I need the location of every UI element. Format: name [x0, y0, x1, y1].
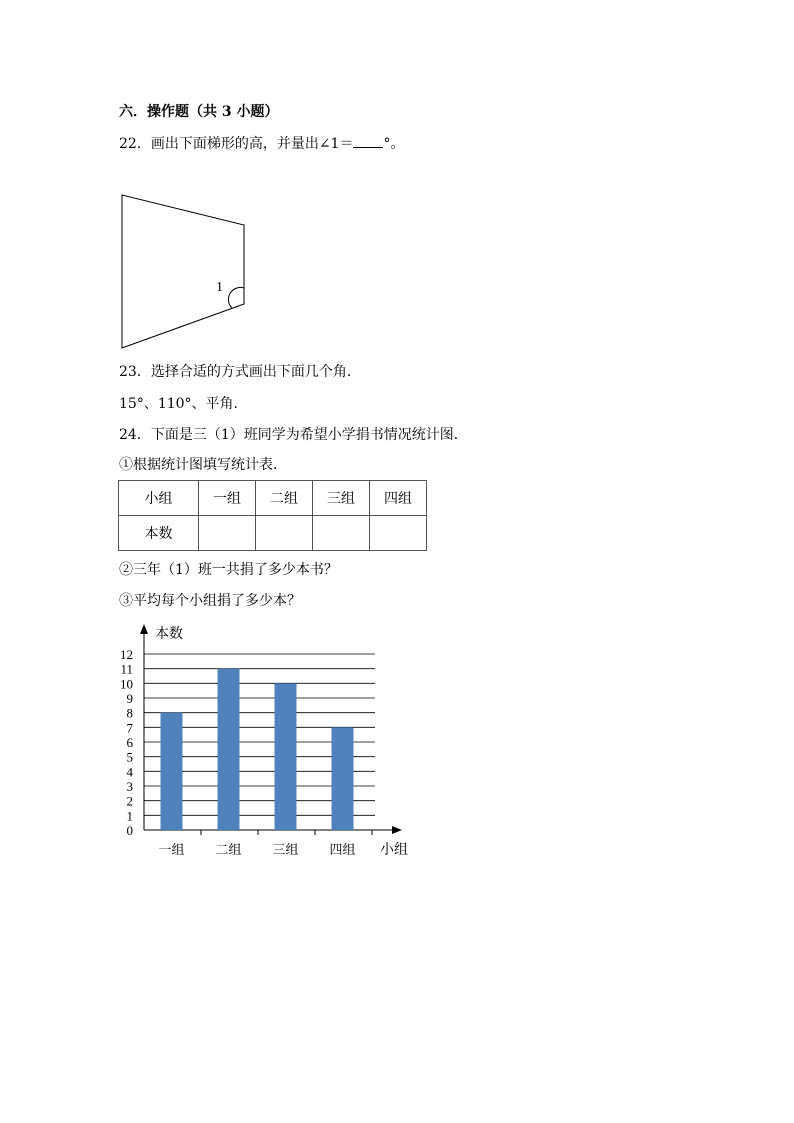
x-category-label: 一组	[158, 843, 185, 858]
bar-chart	[110, 620, 430, 865]
y-tick-label: 9	[126, 691, 133, 706]
bar	[161, 713, 183, 830]
table-cell-empty[interactable]	[313, 516, 370, 551]
bar	[275, 683, 297, 830]
x-category-label: 四组	[329, 843, 356, 858]
trapezoid-figure	[112, 188, 252, 354]
section-title: 六．操作题（共 3 小题）	[119, 104, 279, 120]
bar	[332, 727, 354, 830]
x-axis-title: 小组	[380, 842, 408, 858]
y-axis-title: 本数	[155, 626, 183, 642]
question-24-sub2: ②三年（1）班一共捐了多少本书？	[119, 562, 338, 578]
table-header-group: 小组	[119, 481, 199, 516]
table-col-1: 一组	[199, 481, 256, 516]
answer-blank	[353, 135, 383, 148]
y-tick-label: 6	[126, 735, 133, 750]
table-header-count: 本数	[119, 516, 199, 551]
y-axis-arrow	[140, 624, 148, 634]
y-tick-label: 1	[126, 808, 133, 824]
y-tick-label: 10	[120, 676, 133, 692]
y-tick-label: 3	[126, 779, 133, 794]
x-axis-arrow	[392, 826, 402, 834]
table-col-2: 二组	[256, 481, 313, 516]
table-col-4: 四组	[370, 481, 427, 516]
table-cell-empty[interactable]	[370, 516, 427, 551]
y-tick-label: 5	[126, 749, 133, 765]
question-24-sub3: ③平均每个小组捐了多少本？	[119, 593, 301, 609]
stats-table	[118, 480, 427, 551]
y-tick-label: 7	[126, 720, 133, 736]
y-tick-label: 11	[120, 661, 133, 677]
angle-label: 1	[216, 280, 223, 295]
bar	[218, 669, 240, 830]
y-tick-label: 2	[126, 793, 133, 809]
question-22	[119, 134, 404, 154]
question-24: 24．下面是三（1）班同学为希望小学捐书情况统计图．	[119, 427, 468, 443]
y-tick-label: 4	[126, 764, 133, 780]
x-category-label: 三组	[272, 843, 299, 858]
question-23-angles: 15°、110°、平角．	[119, 396, 248, 412]
question-22-degree: °。	[383, 136, 405, 152]
y-tick-label: 0	[126, 823, 133, 838]
x-category-label: 二组	[215, 843, 242, 858]
table-col-3: 三组	[313, 481, 370, 516]
y-tick-label: 8	[126, 705, 133, 721]
question-24-sub1: ①根据统计图填写统计表．	[119, 457, 287, 473]
table-cell-empty[interactable]	[256, 516, 313, 551]
table-row	[119, 481, 427, 516]
trapezoid-shape	[122, 195, 244, 348]
question-23: 23．选择合适的方式画出下面几个角．	[119, 364, 361, 380]
table-cell-empty[interactable]	[199, 516, 256, 551]
y-tick-label: 12	[120, 647, 133, 662]
table-row	[119, 516, 427, 551]
question-22-text: 22．画出下面梯形的高，并量出∠1＝	[119, 136, 354, 152]
